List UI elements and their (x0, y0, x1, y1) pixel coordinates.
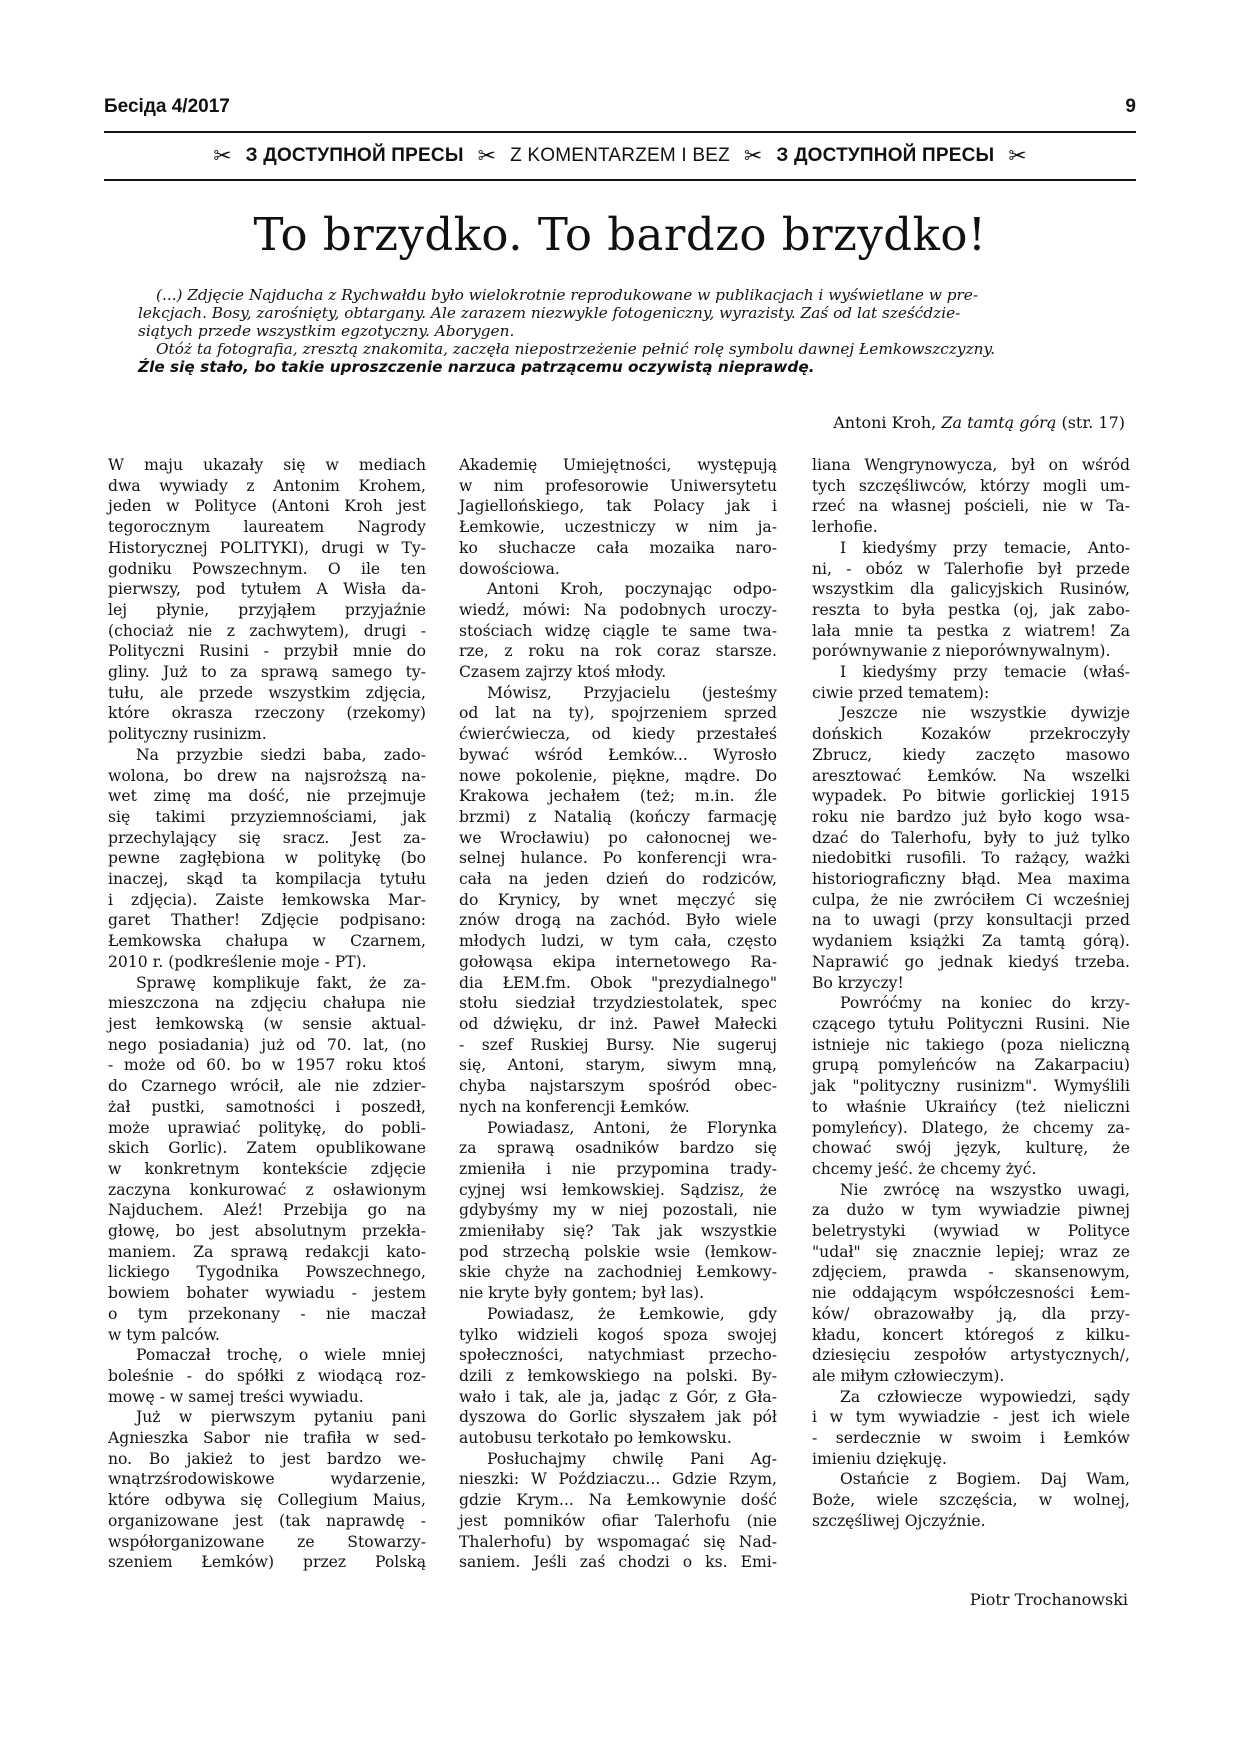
text-line: I kiedyśmy przy temacie, Anto- (840, 538, 1130, 557)
text-line: maniem. Za sprawą redakcji kato- (108, 1242, 426, 1261)
text-line: na to uwagi (przy konsultacji przed (812, 911, 1130, 930)
text-line: od dźwięku, dr inż. Paweł Małecki (459, 1014, 777, 1033)
text-line: Akademię Umiejętności, występują (459, 456, 777, 474)
text-line: dia ŁEM.fm. Obok "prezydialnego" (459, 973, 777, 992)
text-line: skich Gorlic). Zatem opublikowane (108, 1139, 426, 1158)
text-line: garet Thather! Zdjęcie podpisano: (108, 911, 426, 930)
text-line: Naprawić go jednak kiedyś trzeba. (812, 952, 1130, 971)
text-line: Historycznej POLITYKI), drugi w Ty- (108, 538, 426, 557)
text-line: wnątrzśrodowiskowe wydarzenie, (108, 1470, 426, 1489)
text-line: boleśnie - do spółki z wiodącą roz- (108, 1366, 426, 1385)
text-line: ale miłym człowieczym). (812, 1366, 1005, 1385)
text-line: zdjęciem, prawda - skansenowym, (812, 1263, 1130, 1282)
text-line: chować swój język, kulturę, że (812, 1139, 1130, 1158)
text-line: chcemy jeść. że chcemy żyć. (812, 1159, 1037, 1178)
text-line: grupą pomyleńców na Zakarpaciu) (812, 1056, 1130, 1075)
scissors-icon: ✂ (213, 143, 232, 168)
text-line: głowę, bo jest absolutnym przekła- (108, 1222, 426, 1241)
text-line: dońskich Kozaków przekroczyły (812, 725, 1130, 744)
text-line: za dużo w tym wywiadzie piwnej (812, 1201, 1130, 1220)
text-line: Thalerhofu) by wspomagać się Nad- (459, 1532, 777, 1551)
section-label: З ДОСТУПНОЙ ПРЕСЫ (245, 145, 464, 166)
text-line: współorganizowane ze Stowarzy- (108, 1532, 426, 1551)
text-line: beletrystyki (wywiad w Polityce (812, 1222, 1130, 1241)
text-line: godniku Powszechnym. O ile ten (108, 559, 426, 578)
text-line: gdzie Krym... Na Łemkowynie dość (459, 1491, 777, 1510)
text-line: dyszowa do Gorlic słyszałem jak pół (459, 1408, 777, 1427)
text-line: Sprawę komplikuje fakt, że za- (136, 973, 426, 992)
article-column-2 (459, 455, 777, 1573)
text-line: Za człowiecze wypowiedzi, sądy (840, 1387, 1130, 1406)
text-line: dwa wywiady z Antonim Krohem, (108, 476, 426, 495)
text-line: porównywanie z nieporównywalnym). (812, 642, 1111, 661)
article-author: Piotr Trochanowski (969, 1590, 1128, 1609)
text-line: wszystkim dla galicyjskich Rusinów, (812, 580, 1130, 599)
text-line: Łemkowie, uczestniczy w nim ja- (459, 518, 777, 537)
text-line: ków/ obrazowałby ją, dla przy- (812, 1304, 1130, 1323)
text-line: wiedź, mówi: Na podobnych uroczy- (459, 600, 777, 619)
text-line: Na przyzbie siedzi baba, zado- (136, 745, 426, 764)
text-line: które okrasza rzeczony (rzekomy) (108, 704, 426, 723)
epigraph-line: (...) Zdjęcie Najducha z Rychwałdu było wielokrotnie reprodukowane w publikacjach i wyświetlane w pre- (156, 286, 979, 304)
text-line: selnej hulance. Po konferencji wra- (459, 849, 777, 868)
source-pages: (str. 17) (1061, 413, 1125, 432)
text-line: wypadek. Po bitwie gorlickiej 1915 (812, 787, 1130, 806)
text-line: Łemkowska chałupa w Czarnem, (108, 932, 426, 951)
text-line: ćwierćwiecza, od kiedy przestałeś (459, 725, 777, 744)
text-line: polityczny rusinizm. (108, 725, 267, 744)
text-line: które odbywa się Collegium Maius, (108, 1491, 426, 1510)
text-line: znów drogą na zachód. Było wiele (459, 911, 777, 930)
text-line: za sprawą osadników bardzo się (459, 1139, 777, 1158)
text-line: jeden w Polityce (Antoni Kroh jest (108, 497, 426, 516)
text-line: niedobitki rusofili. To rażący, ważki (812, 849, 1130, 868)
epigraph-emphasis: Źle się stało, bo takie uproszczenie narzuca patrzącemu oczywistą nieprawdę. (138, 358, 815, 376)
text-line: do Krynicy, by wnet męczyć się (459, 890, 777, 909)
epigraph-line: siątych przede wszystkim egzotyczny. Aborygen. (138, 322, 515, 340)
text-line: Krakowa jechałem (też; m.in. źle (459, 787, 777, 806)
text-line: Zbrucz, kiedy zaczęto masowo (812, 745, 1130, 764)
text-line: Czasem zajrzy ktoś młody. (459, 663, 667, 682)
text-line: I kiedyśmy przy temacie (właś- (840, 663, 1130, 682)
text-line: młodych ludzi, w tym cała, często (459, 932, 777, 951)
section-label: Z KOMENTARZEM I BEZ (510, 145, 730, 166)
text-line: Już w pierwszym pytaniu pani (136, 1408, 426, 1427)
text-line: bowiem bohater wywiadu - jestem (108, 1284, 426, 1303)
text-line: - może od 60. bo w 1957 roku ktoś (108, 1056, 426, 1075)
text-line: istnieje nic takiego (poza nieliczną (812, 1035, 1130, 1054)
epigraph-line: lekcjach. Bosy, zarośnięty, obtargany. Ale zarazem niezwykle fotogeniczny, wyrazisty. Zaś od lat sześćdzie- (138, 304, 961, 322)
text-line: może uprawiać politykę, do pobli- (108, 1118, 426, 1137)
article-column-1 (108, 455, 426, 1573)
scissors-icon: ✂ (743, 143, 763, 168)
text-line: Posłuchajmy chwilę Pani Ag- (487, 1449, 777, 1468)
text-line: cyjnej wsi łemkowskiej. Sądzisz, że (459, 1180, 777, 1199)
text-line: stołu siedział trzydziestolatek, spec (459, 994, 777, 1013)
text-line: saniem. Jeśli zaś chodzi o ks. Emi- (459, 1553, 777, 1572)
text-line: Nie zwrócę na wszystko uwagi, (840, 1180, 1130, 1199)
header-rule-bottom (104, 179, 1136, 181)
epigraph-line: Otóż ta fotografia, zresztą znakomita, zaczęła niepostrzeżenie pełnić rolę symbolu dawnej Łemkowszczyzny. (156, 340, 995, 358)
text-line: historiograficzny błąd. Mea maxima (812, 870, 1130, 889)
text-line: no. Bo jakież to jest bardzo we- (108, 1449, 426, 1468)
text-line: Mówisz, Przyjacielu (jesteśmy (487, 683, 777, 702)
epigraph-source (833, 413, 1125, 432)
text-line: Jagiellońskiego, tak Polacy jak i (459, 497, 777, 516)
text-line: zmieniłaby się? Tak jak wszystkie (459, 1222, 777, 1241)
text-line: stościach widzę ciągle te same twa- (459, 621, 777, 640)
text-line: pewne zagłębiona w politykę (bo (108, 849, 426, 868)
source-work: Za tamtą górą (941, 413, 1057, 432)
text-line: tych szczęśliwców, którzy mogli um- (812, 476, 1130, 495)
text-line: - szef Ruskiej Bursy. Nie sugeruj (459, 1035, 777, 1054)
text-line: o tym przekonany - nie maczał (108, 1304, 426, 1323)
text-line: roku nie bardzo już było kogo wsa- (812, 807, 1130, 826)
text-line: Powiadasz, Antoni, że Florynka (487, 1118, 777, 1137)
text-line: zmieniła i nie przypomina trady- (459, 1159, 777, 1178)
text-line: Powróćmy na koniec do krzy- (840, 994, 1130, 1013)
text-line: brzmi) z Natalią (kończy farmację (459, 807, 777, 826)
text-line: lej płynie, przyjąłem przyjaźnie (108, 600, 426, 619)
text-line: szczęśliwej Ojczyźnie. (812, 1511, 986, 1530)
text-line: ciwie przed tematem): (812, 683, 990, 702)
text-line: wet zimę ma dość, nie przejmuje (108, 787, 426, 806)
text-line: w konkretnym kontekście zdjęcie (108, 1159, 426, 1178)
text-line: dzać do Talerhofu, były to już tylko (812, 828, 1130, 847)
text-line: bywać wśród Łemków... Wyrosło (459, 745, 777, 764)
text-line: tułu, ale przede wszystkim zdjęcia, (108, 683, 426, 702)
text-line: społeczności, natychmiast przecho- (459, 1346, 777, 1365)
text-line: szeniem Łemków) przez Polską (108, 1553, 426, 1572)
text-line: wało i tak, ale ja, jadąc z Gór, z Gła- (459, 1387, 777, 1406)
source-author: Antoni Kroh, (833, 413, 937, 432)
text-line: gołowąsa ekipa internetowego Ra- (459, 952, 777, 971)
section-band (104, 140, 1136, 172)
page-number: 9 (1125, 96, 1136, 117)
text-line: tylko widzieli kogoś spoza swojej (459, 1325, 777, 1344)
text-line: Agnieszka Sabor nie trafiła w sed- (108, 1429, 426, 1448)
text-line: czącego tytułu Polityczni Rusini. Nie (812, 1014, 1130, 1033)
issue-label: Бесіда 4/2017 (104, 96, 230, 117)
text-line: do Czarnego wrócił, ale nie zdzier- (108, 1077, 426, 1096)
text-line: nieszki: W Poździaczu... Gdzie Rzym, (459, 1470, 777, 1489)
text-line: dowościowa. (459, 559, 560, 578)
text-line: reszta to była pestka (oj, jak zabo- (812, 600, 1130, 619)
text-line: się takimi przyziemnościami, jak (108, 807, 426, 826)
text-line: to właśnie Ukraińcy (też nieliczni (812, 1097, 1130, 1116)
text-line: kładu, koncert któregoś z kilku- (812, 1325, 1130, 1344)
text-line: cała na jeden dzień do rodziców, (459, 870, 777, 889)
text-line: Ostańcie z Bogiem. Daj Wam, (840, 1470, 1130, 1489)
text-line: nie kryte były gontem; był las). (459, 1284, 705, 1303)
text-line: lerhofie. (812, 518, 878, 537)
text-line: culpa, że nie zwróciłem Ci wcześniej (812, 890, 1130, 909)
text-line: Pomaczał trochę, o wiele mniej (136, 1346, 426, 1365)
text-line: Najduchem. Aleź! Przebija go na (108, 1201, 426, 1220)
text-line: nowe pokolenie, piękne, mądre. Do (459, 766, 777, 785)
article-column-3 (812, 455, 1130, 1532)
epigraph (138, 286, 1125, 376)
text-line: - serdecznie w swoim i Łemków (812, 1429, 1130, 1448)
text-line: pomyleńcy). Dlatego, że chcemy za- (812, 1118, 1130, 1137)
text-line: aresztować Łemków. Na wszelki (812, 766, 1130, 785)
text-line: ni, - obóz w Talerhofie był przede (812, 559, 1130, 578)
text-line: dzili z łemkowskiego na polski. By- (459, 1366, 777, 1385)
scissors-icon: ✂ (1008, 143, 1027, 168)
text-line: się, Antoni, starym, siwym mną, (459, 1056, 777, 1075)
text-line: "udał" się znacznie lepiej; wraz ze (812, 1242, 1130, 1261)
text-line: skie chyże na zachodniej Łemkowy- (459, 1263, 777, 1282)
text-line: Jeszcze nie wszystkie dywizje (840, 704, 1130, 723)
text-line: inaczej, skąd ta kompilacja tytułu (108, 870, 426, 889)
text-line: jest pomników ofiar Talerhofu (nie (459, 1511, 777, 1530)
text-line: mieszczona na zdjęciu chałupa nie (108, 994, 426, 1013)
text-line: nych na konferencji Łemków. (459, 1097, 690, 1116)
text-line: gdybyśmy my w niej pozostali, nie (459, 1201, 777, 1220)
text-line: rzeć na własnej pościeli, nie w Ta- (812, 497, 1130, 516)
text-line: Antoni Kroh, poczynając odpo- (487, 580, 777, 599)
text-line: liana Wengrynowycza, był on wśród (812, 456, 1130, 474)
header-rule-top (104, 131, 1136, 133)
page-header (104, 96, 1136, 126)
text-line: w nim profesorowie Uniwersytetu (459, 476, 777, 495)
text-line: Polityczni Rusini - przybił mnie do (108, 642, 426, 661)
text-line: (chociaż nie z zachwytem), drugi - (108, 621, 426, 640)
text-line: wydaniem książki Za tamtą górą). (812, 932, 1130, 951)
text-line: 2010 r. (podkreślenie moje - PT). (108, 952, 367, 971)
article-title: To brzydko. To bardzo brzydko! (253, 208, 987, 261)
text-line: imieniu dziękuję. (812, 1449, 947, 1468)
text-line: mowę - w samej treści wywiadu. (108, 1387, 364, 1406)
text-line: nego posiadania) już od 70. lat, (no (108, 1035, 426, 1054)
text-line: i w tym wywiadzie - jest ich wiele (812, 1408, 1130, 1427)
text-line: lickiego Tygodnika Powszechnego, (108, 1263, 426, 1282)
text-line: pod strzechą polskie wsie (łemkow- (459, 1242, 777, 1261)
text-line: zaczyna konkurować z osławionym (108, 1180, 426, 1199)
text-line: lała mnie ta pestka z wiatrem! Za (812, 621, 1130, 640)
text-line: W maju ukazały się w mediach (108, 456, 426, 474)
text-line: gliny. Już to za sprawą samego ty- (108, 663, 426, 682)
text-line: w tym palców. (108, 1325, 220, 1344)
text-line: tegorocznym laureatem Nagrody (108, 518, 426, 537)
text-line: nie oddającym współczesności Łem- (812, 1284, 1130, 1303)
scissors-icon: ✂ (477, 143, 497, 168)
text-line: jest łemkowską (w sensie aktual- (108, 1014, 426, 1033)
text-line: ko słuchacze cała mozaika naro- (459, 538, 777, 557)
text-line: przechylający się sracz. Jest za- (108, 828, 426, 847)
text-line: żał pustki, samotności i poszedł, (108, 1097, 426, 1116)
text-line: Bo krzyczy! (812, 973, 904, 992)
section-label: З ДОСТУПНОЙ ПРЕСЫ (776, 145, 995, 166)
text-line: we Wrocławiu) po całonocnej we- (459, 828, 777, 847)
text-line: jak "polityczny rusinizm". Wymyślili (812, 1077, 1130, 1096)
text-line: organizowane jest (tak naprawdę - (108, 1511, 426, 1530)
text-line: i zdjęcia). Zaiste łemkowska Mar- (108, 890, 426, 909)
text-line: wolona, bo drew na najsroższą na- (108, 766, 426, 785)
text-line: autobusu terkotało po łemkowsku. (459, 1429, 732, 1448)
text-line: Powiadasz, że Łemkowie, gdy (487, 1304, 777, 1323)
text-line: rze, z roku na rok coraz starsze. (459, 642, 777, 661)
text-line: pierwszy, pod tytułem A Wisła da- (108, 580, 426, 599)
text-line: Boże, wiele szczęścia, w wolnej, (812, 1491, 1130, 1510)
text-line: od lat na ty), spojrzeniem sprzed (459, 704, 777, 723)
text-line: dziesięciu zespołów artystycznych/, (812, 1346, 1130, 1365)
text-line: chyba najstarszym spośród obec- (459, 1077, 777, 1096)
